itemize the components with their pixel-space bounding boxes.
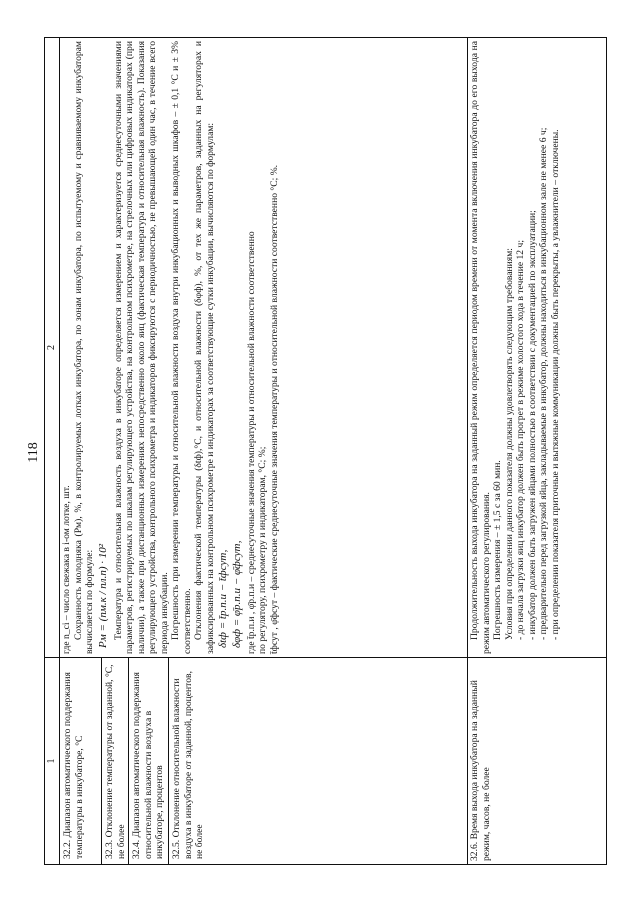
formula-humidity: δφф = φ̄р.п.и − φ̄фсут, bbox=[231, 540, 244, 648]
method-text: t̄фсут , φ̄фсут – фактические среднесуточные значения температуры и относительной влажности соответственно °С; %. bbox=[268, 164, 280, 654]
parameter-label: 32.2. Диапазон автоматического поддержания температуры в инкубаторе, °С bbox=[62, 672, 85, 859]
method-text: где n_ci – число свежака в i-ом лотке, шт. bbox=[61, 485, 72, 654]
parameter-label: 32.6. Время выхода инкубатора на заданный режим, часов, не более bbox=[469, 680, 492, 861]
method-text: где t̄р.п.и , φ̄р.п.и – среднесуточные значения температуры и относительной влажности соответственно bbox=[245, 231, 257, 654]
column-header-1: 1 bbox=[45, 658, 60, 865]
method-text: - инкубатор должен быть загружен яйцами полностью в соответствии с документацией по эксплуатации; bbox=[526, 210, 538, 640]
formula-temperature: δtф = t̄р.п.и − t̄фсут, bbox=[217, 549, 230, 648]
formula-survival: Pм = (nм.к / nл.п) · 10² bbox=[96, 543, 109, 648]
method-text: - до начала загрузки яиц инкубатор должен быть прогрет в режиме холостого хода в течение 12 ч; bbox=[515, 240, 526, 640]
parameter-cell bbox=[60, 658, 468, 865]
page-number: 118 bbox=[26, 442, 41, 463]
table-row bbox=[468, 38, 607, 865]
method-text: Погрешность при измерении температуры и относительной влажности воздуха внутри инкубационных и выводных шкафов – ± 0,1 °С и ± 3% соответственно. bbox=[170, 41, 193, 654]
method-cell bbox=[60, 38, 468, 658]
method-text: Температура и относительная влажность воздуха в инкубаторе определяется измерением и характеризуется среднесуточными значениями параметров, регистрируемых по шкалам регулирующего устройства, на контрольном психрометре, на стрелочных или цифровых индикаторах (при наличии), а также при дистанционных измерениях непосредственно около яиц (фактическая температура и относительная влажность). Показания регулирующего устройства, контрольного психрометра и индикаторов фиксируются с периодичностью, не превышающей один час, в течение всего периода инкубации. bbox=[112, 41, 170, 654]
column-header-2: 2 bbox=[45, 38, 60, 658]
parameter-label: 32.5. Отклонение относительной влажности воздуха в инкубаторе от заданной, процентов, не более bbox=[168, 658, 206, 864]
header-row bbox=[45, 38, 60, 865]
parameter-cell bbox=[468, 658, 607, 865]
method-cell bbox=[468, 38, 607, 658]
method-text: Условия при определении данного показателя должны удовлетворять следующим требованиям: bbox=[503, 248, 515, 640]
method-text: Отклонения фактической температуры (δtф),°С, и относительной влажности (δφф), %, от тех же параметров, заданных на регуляторах и зафиксированных на контрольном психрометре и индикаторах за соответствующие сутки инкубации, вычисляются по формулам: bbox=[193, 41, 216, 654]
method-text: - при определении показателя приточные и вытяжные коммуникации должны быть перекрыты, а увлажнители – отключены. bbox=[549, 129, 561, 640]
method-text: Сохранность молодняка (Pм), %, в контролируемых лотках инкубатора, по зонам инкубатора, по испытуемому и сравниваемому инкубаторам вычисляется по формуле: bbox=[72, 41, 95, 654]
table-row bbox=[60, 38, 468, 865]
method-text: Продолжительность выхода инкубатора на заданный режим определяется периодом времени от момента включения инкубатора до его выхода на режим автоматического регулирования. bbox=[469, 41, 492, 654]
spec-table bbox=[44, 37, 607, 865]
method-text: - предварительно перед загрузкой яйца, закладываемые в инкубатор, должны находиться в инкубационном зале не менее 6 ч; bbox=[538, 127, 549, 640]
parameter-label: 32.3. Отклонение температуры от заданной, °С, не более bbox=[101, 658, 128, 864]
method-text: по регулятору, психрометру и индикаторам, °С; %; bbox=[257, 446, 269, 654]
method-text: Погрешность измерения – ± 1,5 с за 60 мин. bbox=[492, 460, 503, 640]
parameter-label: 32.4. Диапазон автоматического поддержания относительной влажности воздуха в инкубаторе, процентов bbox=[128, 658, 168, 864]
